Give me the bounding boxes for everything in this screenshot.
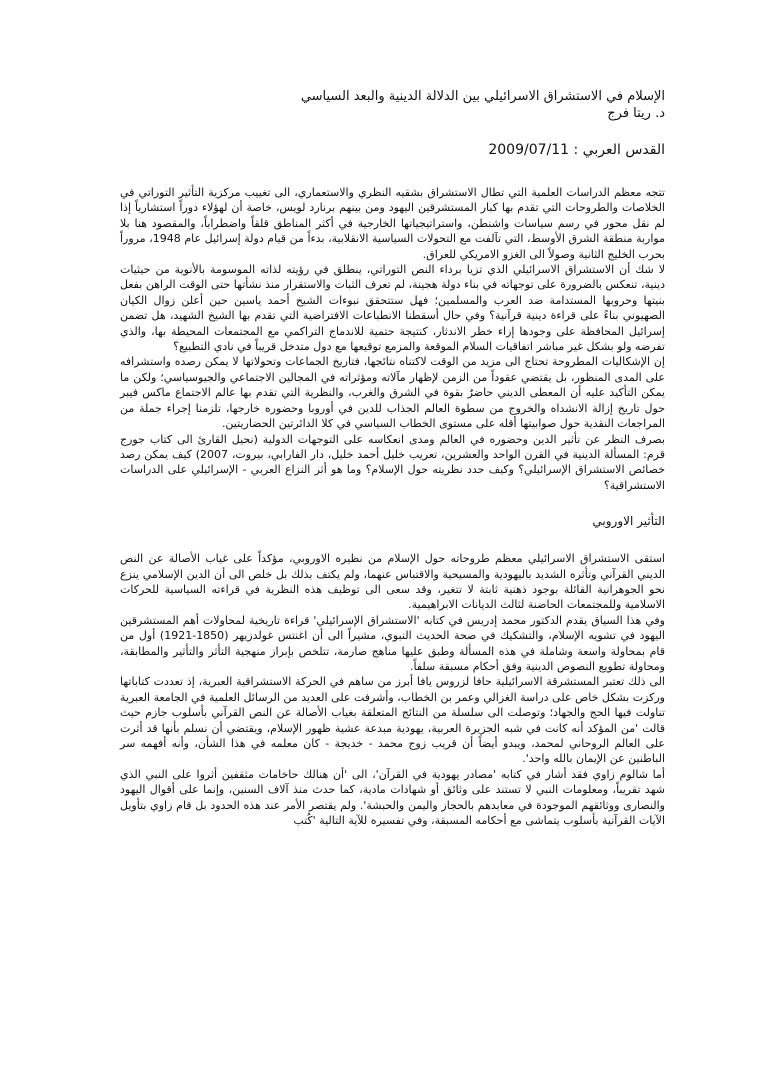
article-source-date: القدس العربي : 2009/07/11: [488, 142, 665, 158]
paragraph: أما شالوم زاوي فقد أشار في كتابه 'مصادر يهودية في القرآن'، الى 'أن هنالك حاخامات مثقفين أثروا على النبي الذي شهد تقريباً، ومعلومات النبي لا تستند على وثائق أو شهادات مادية، كما حدث منذ آلاف السنين، وإنما على أقوال اليهود والنصارى ووثائقهم الموجودة في معابدهم بالحجاز واليمن والحبشة'. ولم يقتصر الأمر عند هذه الحدود بل قام زاوي بتأويل الآيات القرآنية بأسلوب يتماشى مع أحكامه المسبقة، وفي تفسيره للآية التالية 'كُتب: [120, 767, 665, 828]
paragraph: الى ذلك تعتبر المستشرقة الاسرائيلية حافا لزروس يافا أبرز من ساهم في الحركة الاستشراقية العبرية، إذ تعددت كتاباتها وركزت بشكل خاص على دراسة الغزالي وعمر بن الخطاب، وأشرفت على العديد من الرسائل العلمية في الجامعة العبرية تناولت فيها الحج والجهاد؛ وتوصلت الى سلسلة من النتائج المتعلقة بغياب الأصالة عن النص القرآني بأسلوب جازم حيث قالت 'من المؤكد أنه كانت في شبه الجزيرة العربية، يهودية مبدعة عشية ظهور الإسلام، ويقتضي أن نسلم بأنها قد أثرت على العالم الروحاني لمحمد، ويبدو أيضاً أن قريب زوج محمد - خديجة - كان معلمه في هذا الشأن، وأنه أفهمه سر الباطنين عن الإيمان بالله واحد'.: [120, 675, 665, 766]
article-author: د. ريتا فرج: [607, 106, 665, 121]
paragraph: استقى الاستشراق الاسرائيلي معظم طروحاته حول الإسلام من نظيره الاوروبي، مؤكداً على غياب الأصالة عن النص الديني القرآني وتأثره الشديد باليهودية والمسيحية والاقتباس عنهما، ولم يكتف بذلك بل خلص الى أن الدين الإسلامي ينزع نحو الجوهرانية القائلة بوجود ذهنية ثابتة لا تتغير، وقد سعى الى توظيف هذه النظرية في قراءته السياسية للحركات الاسلامية وللمجتمعات الحاضنة لثالث الديانات الابراهيمية.: [120, 552, 665, 612]
paragraph: تتجه معظم الدراسات العلمية التي تطال الاستشراق بشقيه النظري والاستعماري، الى تغييب مركزية التأثير التوراتي في الخلاصات والطروحات التي تقدم بها كبار المستشرقين اليهود ومن بينهم برنارد لويس، خاصة أن لهؤلاء دوراً استشارياً إذا لم نقل محور في رسم سياسات واشنطن، واستراتيجياتها الخارجية في أكثر المناطق قلقاً واضطراباً، والمقصود هنا بلا مواربة منطقة الشرق الأوسط، التي تآلفت مع التحولات السياسية الانقلابية، بدءاً من قيام دولة إسرائيل عام 1948، مروراً بحرب الخليج الثانية وصولاً الى الغزو الامريكي للعراق.: [120, 186, 665, 261]
paragraph: بصرف النظر عن تأثير الدين وحضوره في العالم ومدى انعكاسه على التوجهات الدولية (نحيل القارئ الى كتاب جورج قرم: المسألة الدينية في القرن الواحد والعشرين، تعريب خليل أحمد خليل، دار الفارابي، بيروت، 2007) كيف يمكن رصد خصائص الاستشراق الإسرائيلي؟ وكيف حدد نظريته حول الإسلام؟ وما هو أثر النزاع العربي - الإسرائيلي على الدراسات الاستشراقية؟: [120, 432, 665, 492]
paragraph: وفي هذا السياق يقدم الدكتور محمد إدريس في كتابه 'الاستشراق الإسرائيلي' قراءة تاريخية لمحاولات أهم المستشرقين اليهود في تشويه الإسلام، والتشكيك في صحة الحديث النبوي، مشيراً الى أن اغنتس غولدزيهر (1850-1921) أول من قام بمحاولة واسعة وشاملة في هذه المسألة وطبق عليها مناهج صارمة، تتلخص بإبراز منهجية التأثر والتأثير والمطابقة، ومحاولة تطويع النصوص الدينية وفق أحكام مسبقة سلفاً.: [120, 613, 665, 673]
paragraph: لا شك أن الاستشراق الاسرائيلي الذي تزيا برداء النص التوراتي، ينطلق في رؤيته لذاته الموسومة بالأنوية من حيثيات دينية، تنعكس بالضرورة على توجهاته في بناء دولة هجينة، لم تعرف الثبات والاستقرار منذ نشأتها حتى الوقت الراهن بفعل بنيتها وحروبها المستدامة ضد العرب والمسلمين؛ فهل ستتحقق نبوءات الشيخ أحمد ياسين حين أعلن زوال الكيان الصهيوني بناءً على قراءة دينية قرآنية؟ وفي حال أسقطنا الانطباعات الافتراضية التي تقدم بها الشيخ الشهيد، هل تضمن إسرائيل المحافظة على وجودها إزاء خطر الاندثار، كنتيجة حتمية للاندماج التراكمي مع المجتمعات المحيطة بها، والذي تفرضه ولو بشكل غير مباشر اتفاقيات السلام الموقعة والمزمع توقيعها مع دول متدخل قريباً في نادي التطبيع؟: [120, 263, 665, 354]
body-section-intro: [120, 185, 665, 493]
section-heading: التأثير الاوروبي: [592, 514, 665, 529]
body-section-european-influence: [120, 551, 665, 828]
article-title: الإسلام في الاستشراق الاسرائيلي بين الدلالة الدينية والبعد السياسي: [300, 89, 665, 104]
paragraph: إن الإشكاليات المطروحة تحتاج الى مزيد من الوقت لاكتناه نتائجها، فتاريخ الجماعات وتحولاتها لا يمكن رصده واستشرافه على المدى المنظور، بل يقتضي عقوداً من الزمن لإظهار مآلاته ومؤثراته في المجالين الاجتماعي والجيوسياسي؛ ولكن ما يمكن التأكيد عليه أن المعطى الديني حاضرٌ بقوة في الشرق والغرب، والنظرية التي تقدم بها عالم الاجتماع ماكس فيبر حول تاريخ إزالة الانشداه والخروج من سطوة العالم الجذاب للدين في أوروبا وحضوره خارجها، تلزمنا إجراء جملة من المراجعات النقدية حول صوابيتها أقله على مستوى الخطاب السياسي في كلا الدائرتين الحضاريتين.: [120, 355, 665, 431]
